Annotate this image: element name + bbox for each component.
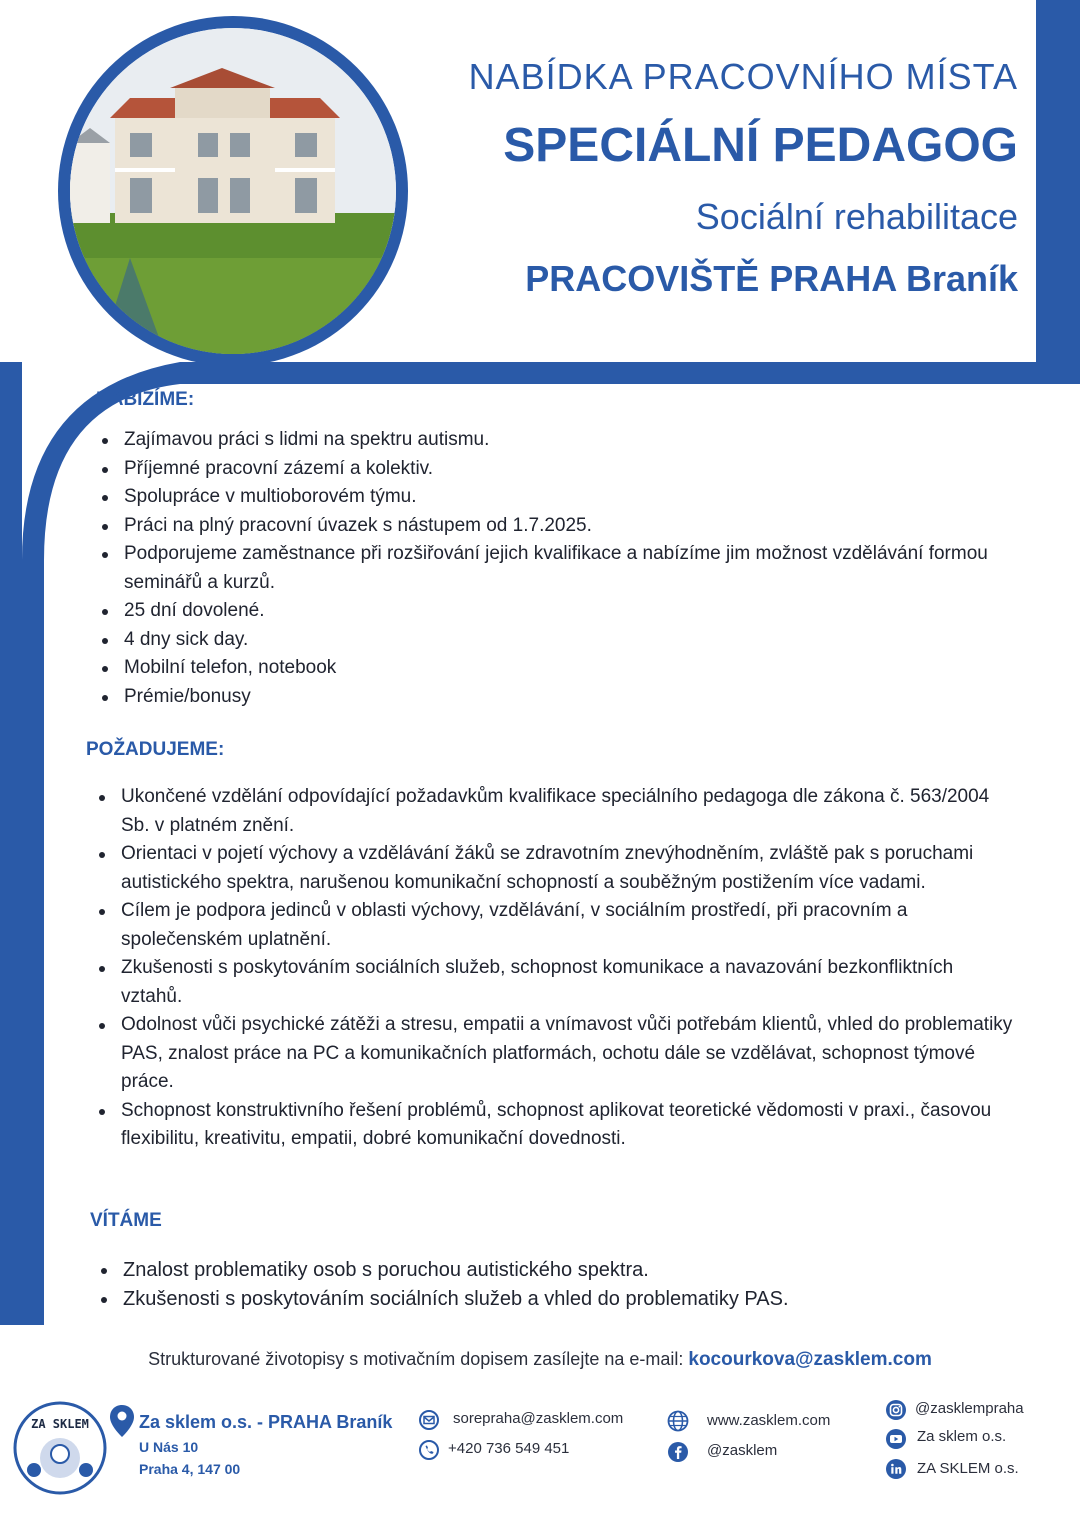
globe-icon (667, 1410, 689, 1432)
footer-facebook-link[interactable]: @zasklem (707, 1442, 778, 1459)
list-item: Schopnost konstruktivního řešení problémů, schopnost aplikovat teoretické vědomosti v praxi., časovou flexibilitu, kreativitu, empatii, dobré komunikační dovednosti. (95, 1097, 1015, 1154)
location-pin-icon (110, 1405, 134, 1437)
footer-linkedin-link[interactable]: ZA SKLEM o.s. (917, 1460, 1019, 1477)
require-list (95, 783, 1015, 1154)
require-section-title: POŽADUJEME: (86, 739, 225, 760)
list-item: Prémie/bonusy (98, 683, 1058, 712)
list-item: Zkušenosti s poskytováním sociálních služeb a vhled do problematiky PAS. (97, 1285, 1017, 1314)
list-item: Příjemné pracovní zázemí a kolektiv. (98, 455, 1058, 484)
footer-web-link[interactable]: www.zasklem.com (707, 1412, 831, 1429)
offer-section-title: NABÍZÍME: (96, 389, 195, 410)
mail-icon (419, 1410, 439, 1430)
instagram-icon (885, 1399, 907, 1421)
list-item: Ukončené vzdělání odpovídající požadavkům kvalifikace speciálního pedagoga dle zákona č. 563/2004 Sb. v platném znění. (95, 783, 1015, 840)
department-subtitle: Sociální rehabilitace (695, 196, 1018, 237)
list-item: 25 dní dovolené. (98, 597, 1058, 626)
list-item: Mobilní telefon, notebook (98, 654, 1058, 683)
list-item: Spolupráce v multioborovém týmu. (98, 483, 1058, 512)
building-photo (58, 16, 408, 366)
list-item: 4 dny sick day. (98, 626, 1058, 655)
phone-icon (419, 1440, 439, 1460)
list-item: Orientaci v pojetí výchovy a vzdělávání žáků se zdravotním znevýhodněním, zvláště pak s poruchami autistického spektra, narušenou komunikační schopností a souběžným postižením více vadami. (95, 840, 1015, 897)
welcome-list (97, 1256, 1017, 1313)
list-item: Zajímavou práci s lidmi na spektru autismu. (98, 426, 1058, 455)
facebook-icon (667, 1441, 689, 1463)
footer-youtube-link[interactable]: Za sklem o.s. (917, 1428, 1007, 1445)
list-item: Práci na plný pracovní úvazek s nástupem od 1.7.2025. (98, 512, 1058, 541)
org-name: Za sklem o.s. - PRAHA Braník (139, 1412, 393, 1432)
za-sklem-logo (12, 1400, 108, 1496)
workplace-title: PRACOVIŠTĚ PRAHA Braník (525, 258, 1018, 299)
cv-instructions-text: Strukturované životopisy s motivačním dopisem zasílejte na e-mail: (148, 1349, 689, 1369)
offer-heading: NABÍDKA PRACOVNÍHO MÍSTA (468, 56, 1018, 97)
list-item: Zkušenosti s poskytováním sociálních služeb, schopnost komunikace a navazování bezkonfliktních vztahů. (95, 954, 1015, 1011)
youtube-icon (885, 1428, 907, 1450)
list-item: Podporujeme zaměstnance při rozšiřování jejich kvalifikace a nabízíme jim možnost vzdělávání formou seminářů a kurzů. (98, 540, 1058, 597)
address-street: U Nás 10 (139, 1439, 199, 1455)
logo-text: ZA SKLEM (31, 1417, 89, 1431)
footer-email-link[interactable]: sorepraha@zasklem.com (453, 1410, 624, 1427)
position-title: SPECIÁLNÍ PEDAGOG (503, 119, 1018, 172)
offer-list (98, 426, 1058, 711)
linkedin-icon (885, 1458, 907, 1480)
cv-instructions (0, 1349, 1080, 1371)
footer-phone[interactable]: +420 736 549 451 (448, 1440, 570, 1457)
cv-email-link[interactable]: kocourkova@zasklem.com (688, 1349, 932, 1370)
welcome-section-title: VÍTÁME (90, 1210, 162, 1231)
right-accent-bar (1036, 0, 1080, 364)
address-city: Praha 4, 147 00 (139, 1461, 241, 1477)
footer-instagram-link[interactable]: @zasklempraha (915, 1400, 1024, 1417)
list-item: Cílem je podpora jedinců v oblasti výchovy, vzdělávání, v sociálním prostředí, při pracovním a společenském uplatnění. (95, 897, 1015, 954)
list-item: Znalost problematiky osob s poruchou autistického spektra. (97, 1256, 1017, 1285)
list-item: Odolnost vůči psychické zátěži a stresu, empatii a vnímavost vůči potřebám klientů, vhled do problematiky PAS, znalost práce na PC a komunikačních platformách, ochotu dále se vzdělávat, schopnost týmové práce. (95, 1011, 1015, 1097)
